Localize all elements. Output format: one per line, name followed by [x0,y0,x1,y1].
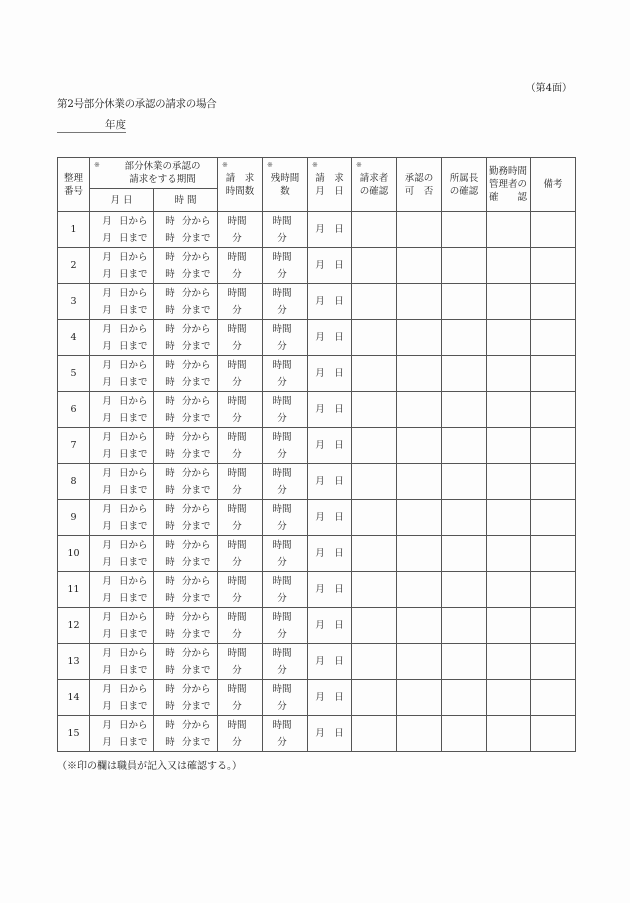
dept-head-confirm-cell[interactable] [442,500,487,536]
period-time-cell[interactable]: 時 分から 時 分まで [154,716,218,752]
table-row [58,644,576,680]
remarks-cell[interactable] [531,428,576,464]
attendance-manager-confirm-cell[interactable] [487,284,531,320]
request-date-cell[interactable]: 月 日 [308,428,352,464]
leave-request-table [57,157,576,752]
row-serial-no: 3 [58,284,90,320]
approval-cell[interactable] [397,572,442,608]
approval-cell[interactable] [397,500,442,536]
table-row [58,464,576,500]
attendance-manager-confirm-cell[interactable] [487,680,531,716]
request-date-cell[interactable]: 月 日 [308,716,352,752]
request-date-cell[interactable]: 月 日 [308,392,352,428]
row-serial-no: 11 [58,572,90,608]
table-row [58,212,576,248]
footnote: （※印の欄は職員が記入又は確認する。） [57,761,242,772]
request-date-cell[interactable]: 月 日 [308,572,352,608]
approval-cell[interactable] [397,608,442,644]
requester-confirm-cell[interactable] [352,644,397,680]
requester-confirm-cell[interactable] [352,464,397,500]
page-number-label: （第4面） [525,83,572,94]
requested-hours-cell[interactable]: 時間 分 [218,248,263,284]
request-date-cell[interactable]: 月 日 [308,248,352,284]
row-serial-no: 14 [58,680,90,716]
remaining-hours-cell[interactable]: 時間 分 [263,536,308,572]
row-serial-no: 6 [58,392,90,428]
remaining-hours-cell[interactable]: 時間 分 [263,572,308,608]
requester-confirm-cell[interactable] [352,356,397,392]
requester-confirm-cell[interactable] [352,608,397,644]
remarks-cell[interactable] [531,536,576,572]
row-serial-no: 12 [58,608,90,644]
approval-cell[interactable] [397,392,442,428]
header-period: ※ 部分休業の承認の 請求をする期間 [90,158,218,189]
remaining-hours-cell[interactable]: 時間 分 [263,608,308,644]
period-date-cell[interactable]: 月 日から 月 日まで [90,284,154,320]
approval-cell[interactable] [397,356,442,392]
dept-head-confirm-cell[interactable] [442,464,487,500]
period-date-cell[interactable]: 月 日から 月 日まで [90,500,154,536]
table-row [58,284,576,320]
requester-confirm-cell[interactable] [352,680,397,716]
requester-confirm-cell[interactable] [352,392,397,428]
attendance-manager-confirm-cell[interactable] [487,464,531,500]
requested-hours-cell[interactable]: 時間 分 [218,356,263,392]
row-serial-no: 10 [58,536,90,572]
attendance-manager-confirm-cell[interactable] [487,572,531,608]
remaining-hours-cell[interactable]: 時間 分 [263,500,308,536]
remaining-hours-cell[interactable]: 時間 分 [263,356,308,392]
requester-confirm-cell[interactable] [352,572,397,608]
asterisk-mark: ※ [222,161,228,169]
attendance-manager-confirm-cell[interactable] [487,248,531,284]
approval-cell[interactable] [397,212,442,248]
period-time-cell[interactable]: 時 分から 時 分まで [154,608,218,644]
period-date-cell[interactable]: 月 日から 月 日まで [90,392,154,428]
attendance-manager-confirm-cell[interactable] [487,356,531,392]
period-date-cell[interactable]: 月 日から 月 日まで [90,536,154,572]
dept-head-confirm-cell[interactable] [442,572,487,608]
request-date-cell[interactable]: 月 日 [308,608,352,644]
table-row [58,428,576,464]
requested-hours-cell[interactable]: 時間 分 [218,284,263,320]
remaining-hours-cell[interactable]: 時間 分 [263,392,308,428]
header-month-day: 月 日 [90,189,154,212]
approval-cell[interactable] [397,428,442,464]
period-time-cell[interactable]: 時 分から 時 分まで [154,428,218,464]
row-serial-no: 5 [58,356,90,392]
fiscal-year-label: 年度 [105,119,126,131]
remarks-cell[interactable] [531,212,576,248]
remarks-cell[interactable] [531,572,576,608]
period-date-cell[interactable]: 月 日から 月 日まで [90,320,154,356]
remaining-hours-cell[interactable]: 時間 分 [263,212,308,248]
remaining-hours-cell[interactable]: 時間 分 [263,284,308,320]
period-date-cell[interactable]: 月 日から 月 日まで [90,572,154,608]
remarks-cell[interactable] [531,320,576,356]
attendance-manager-confirm-cell[interactable] [487,608,531,644]
period-time-cell[interactable]: 時 分から 時 分まで [154,680,218,716]
period-time-cell[interactable]: 時 分から 時 分まで [154,392,218,428]
table-row [58,356,576,392]
period-time-cell[interactable]: 時 分から 時 分まで [154,464,218,500]
remaining-hours-cell[interactable]: 時間 分 [263,320,308,356]
remarks-cell[interactable] [531,356,576,392]
dept-head-confirm-cell[interactable] [442,716,487,752]
period-time-cell[interactable]: 時 分から 時 分まで [154,248,218,284]
requester-confirm-cell[interactable] [352,500,397,536]
requested-hours-cell[interactable]: 時間 分 [218,320,263,356]
requester-confirm-cell[interactable] [352,320,397,356]
requester-confirm-cell[interactable] [352,248,397,284]
dept-head-confirm-cell[interactable] [442,608,487,644]
header-attendance-manager-confirm: 勤務時間 管理者の 確 認 [487,158,531,212]
dept-head-confirm-cell[interactable] [442,356,487,392]
table-row [58,608,576,644]
period-time-cell[interactable]: 時 分から 時 分まで [154,500,218,536]
requester-confirm-cell[interactable] [352,212,397,248]
period-date-cell[interactable]: 月 日から 月 日まで [90,644,154,680]
approval-cell[interactable] [397,284,442,320]
period-time-cell[interactable]: 時 分から 時 分まで [154,284,218,320]
asterisk-mark: ※ [356,161,362,169]
period-date-cell[interactable]: 月 日から 月 日まで [90,248,154,284]
attendance-manager-confirm-cell[interactable] [487,644,531,680]
request-date-cell[interactable]: 月 日 [308,644,352,680]
header-requested-hours: ※ 請 求 時間数 [218,158,263,212]
dept-head-confirm-cell[interactable] [442,284,487,320]
approval-cell[interactable] [397,464,442,500]
requested-hours-cell[interactable]: 時間 分 [218,212,263,248]
requested-hours-cell[interactable]: 時間 分 [218,464,263,500]
period-date-cell[interactable]: 月 日から 月 日まで [90,464,154,500]
attendance-manager-confirm-cell[interactable] [487,320,531,356]
approval-cell[interactable] [397,680,442,716]
request-date-cell[interactable]: 月 日 [308,500,352,536]
requested-hours-cell[interactable]: 時間 分 [218,680,263,716]
requested-hours-cell[interactable]: 時間 分 [218,572,263,608]
request-date-cell[interactable]: 月 日 [308,680,352,716]
dept-head-confirm-cell[interactable] [442,320,487,356]
requested-hours-cell[interactable]: 時間 分 [218,428,263,464]
row-serial-no: 2 [58,248,90,284]
remarks-cell[interactable] [531,644,576,680]
remarks-cell[interactable] [531,392,576,428]
period-date-cell[interactable]: 月 日から 月 日まで [90,608,154,644]
attendance-manager-confirm-cell[interactable] [487,536,531,572]
requested-hours-cell[interactable]: 時間 分 [218,392,263,428]
attendance-manager-confirm-cell[interactable] [487,428,531,464]
period-date-cell[interactable]: 月 日から 月 日まで [90,428,154,464]
remaining-hours-cell[interactable]: 時間 分 [263,680,308,716]
requester-confirm-cell[interactable] [352,428,397,464]
period-time-cell[interactable]: 時 分から 時 分まで [154,644,218,680]
requester-confirm-cell[interactable] [352,536,397,572]
row-serial-no: 13 [58,644,90,680]
table-row [58,248,576,284]
attendance-manager-confirm-cell[interactable] [487,212,531,248]
table-row [58,320,576,356]
row-serial-no: 15 [58,716,90,752]
requested-hours-cell[interactable]: 時間 分 [218,716,263,752]
requested-hours-cell[interactable]: 時間 分 [218,644,263,680]
period-date-cell[interactable]: 月 日から 月 日まで [90,356,154,392]
approval-cell[interactable] [397,644,442,680]
table-row [58,500,576,536]
dept-head-confirm-cell[interactable] [442,644,487,680]
approval-cell[interactable] [397,320,442,356]
header-time: 時 間 [154,189,218,212]
requester-confirm-cell[interactable] [352,284,397,320]
period-date-cell[interactable]: 月 日から 月 日まで [90,716,154,752]
remaining-hours-cell[interactable]: 時間 分 [263,464,308,500]
remaining-hours-cell[interactable]: 時間 分 [263,428,308,464]
request-date-cell[interactable]: 月 日 [308,356,352,392]
header-remarks: 備考 [531,158,576,212]
remarks-cell[interactable] [531,680,576,716]
approval-cell[interactable] [397,248,442,284]
requested-hours-cell[interactable]: 時間 分 [218,500,263,536]
asterisk-mark: ※ [94,161,100,169]
header-request-date: ※ 請 求 月 日 [308,158,352,212]
table-row [58,716,576,752]
dept-head-confirm-cell[interactable] [442,212,487,248]
remarks-cell[interactable] [531,608,576,644]
row-serial-no: 9 [58,500,90,536]
row-serial-no: 7 [58,428,90,464]
requested-hours-cell[interactable]: 時間 分 [218,608,263,644]
dept-head-confirm-cell[interactable] [442,428,487,464]
period-date-cell[interactable]: 月 日から 月 日まで [90,680,154,716]
remaining-hours-cell[interactable]: 時間 分 [263,248,308,284]
period-time-cell[interactable]: 時 分から 時 分まで [154,356,218,392]
table-row [58,572,576,608]
row-serial-no: 4 [58,320,90,356]
header-dept-head-confirm: 所属長 の確認 [442,158,487,212]
attendance-manager-confirm-cell[interactable] [487,716,531,752]
period-time-cell[interactable]: 時 分から 時 分まで [154,320,218,356]
period-time-cell[interactable]: 時 分から 時 分まで [154,572,218,608]
remaining-hours-cell[interactable]: 時間 分 [263,644,308,680]
request-date-cell[interactable]: 月 日 [308,284,352,320]
header-serial-no: 整理 番号 [58,158,90,212]
remarks-cell[interactable] [531,500,576,536]
remarks-cell[interactable] [531,248,576,284]
attendance-manager-confirm-cell[interactable] [487,500,531,536]
row-serial-no: 1 [58,212,90,248]
dept-head-confirm-cell[interactable] [442,680,487,716]
approval-cell[interactable] [397,716,442,752]
request-date-cell[interactable]: 月 日 [308,212,352,248]
row-serial-no: 8 [58,464,90,500]
remarks-cell[interactable] [531,464,576,500]
remaining-hours-cell[interactable]: 時間 分 [263,716,308,752]
request-date-cell[interactable]: 月 日 [308,536,352,572]
attendance-manager-confirm-cell[interactable] [487,392,531,428]
dept-head-confirm-cell[interactable] [442,392,487,428]
request-date-cell[interactable]: 月 日 [308,320,352,356]
asterisk-mark: ※ [312,161,318,169]
table-row [58,392,576,428]
period-date-cell[interactable]: 月 日から 月 日まで [90,212,154,248]
requester-confirm-cell[interactable] [352,716,397,752]
header-approval: 承認の 可 否 [397,158,442,212]
request-date-cell[interactable]: 月 日 [308,464,352,500]
dept-head-confirm-cell[interactable] [442,248,487,284]
period-time-cell[interactable]: 時 分から 時 分まで [154,212,218,248]
table-row [58,536,576,572]
table-row [58,680,576,716]
remarks-cell[interactable] [531,284,576,320]
dept-head-confirm-cell[interactable] [442,536,487,572]
fiscal-year-field[interactable] [57,119,126,133]
header-requester-confirm: ※ 請求者 の確認 [352,158,397,212]
requested-hours-cell[interactable]: 時間 分 [218,536,263,572]
remarks-cell[interactable] [531,716,576,752]
asterisk-mark: ※ [267,161,273,169]
approval-cell[interactable] [397,536,442,572]
header-remaining-hours: ※ 残時間 数 [263,158,308,212]
form-title: 第2号部分休業の承認の請求の場合 [57,98,217,110]
period-time-cell[interactable]: 時 分から 時 分まで [154,536,218,572]
